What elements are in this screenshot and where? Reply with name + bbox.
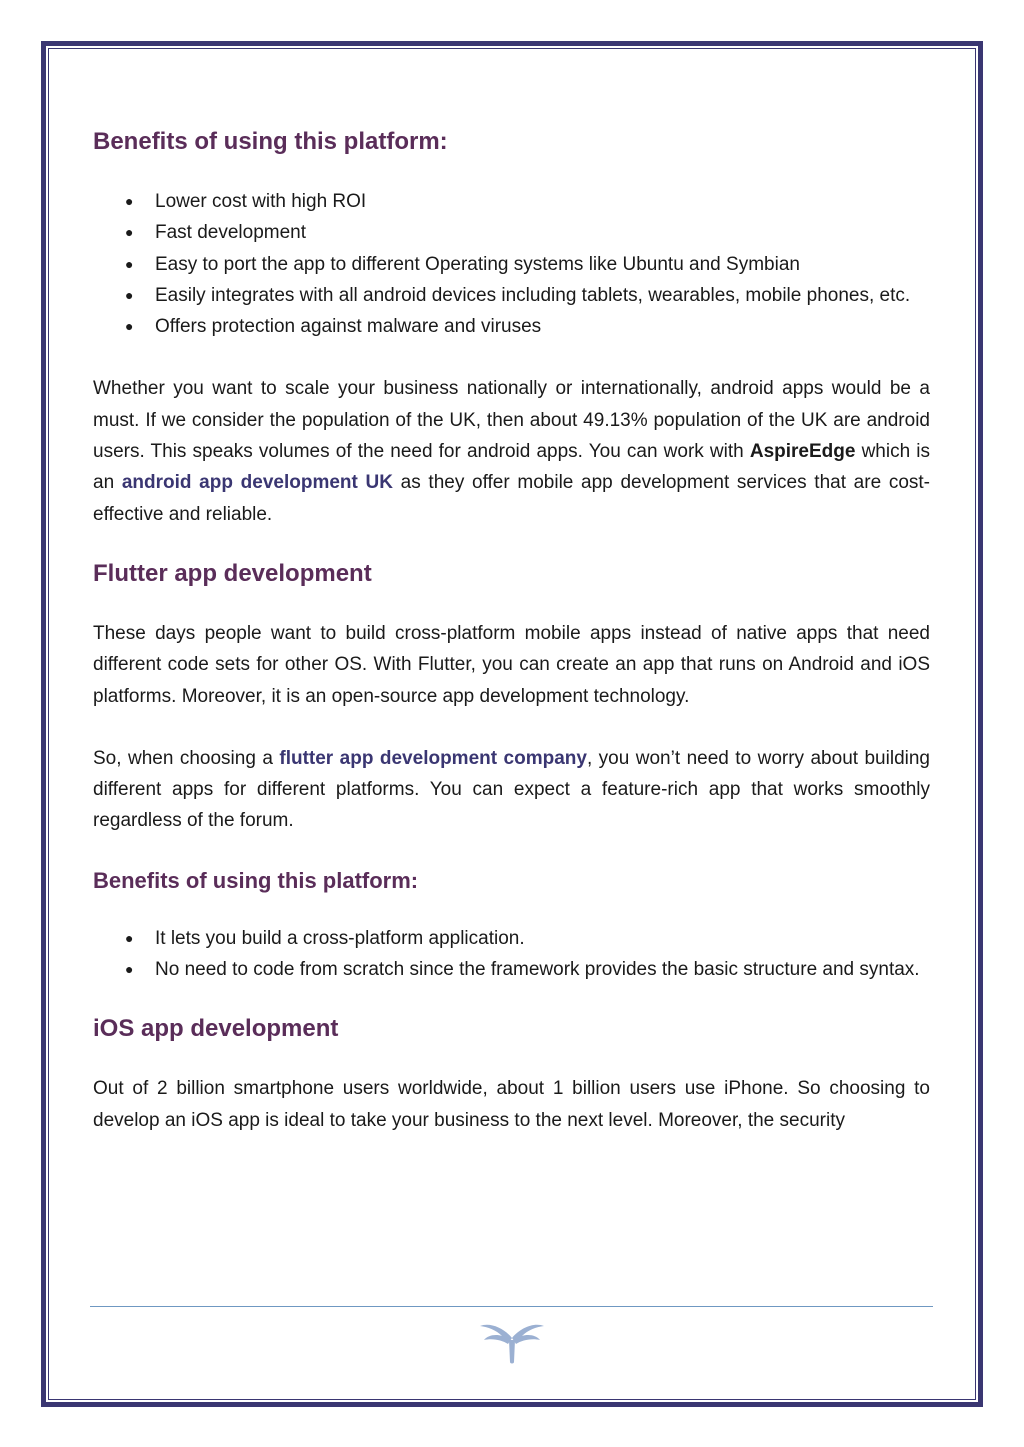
footer-divider [90,1306,933,1307]
list-item: ● Fast development [155,217,930,248]
list-item: ● It lets you build a cross-platform application. [155,923,930,954]
bullet-icon: ● [125,961,134,978]
benefits-list-1 [93,186,930,342]
bullet-icon: ● [125,286,134,303]
bullet-icon: ● [125,193,134,209]
ios-paragraph: Out of 2 billion smartphone users worldwide, about 1 billion users use iPhone. So choosing to develop an iOS app is ideal to take your business to the next level. Moreover, the security [93,1078,930,1131]
benefits-heading-1: Benefits of using this platform: [93,128,448,155]
bullet-icon: ● [125,255,134,272]
android-app-development-link[interactable]: android app development UK [121,472,393,494]
list-item: ● No need to code from scratch since the framework provides the basic structure and syntax. [155,954,930,985]
benefits-heading-2: Benefits of using this platform: [93,867,419,893]
list-item: ● Easy to port the app to different Operating systems like Ubuntu and Symbian [155,249,930,280]
ios-heading: iOS app development [93,1015,339,1043]
list-item: ● Offers protection against malware and viruses [155,311,930,342]
flutter-paragraph-1: These days people want to build cross-platform mobile apps instead of native apps that need different code sets for other OS. With Flutter, you can create an app that runs on Android and iOS platforms. Moreover, it is an open-source app development technology. [93,622,930,707]
bullet-icon: ● [125,224,134,241]
brand-name: AspireEdge [749,441,856,463]
list-item: ● Easily integrates with all android devices including tablets, wearables, mobile phones, etc. [155,280,930,311]
bullet-icon: ● [125,929,134,946]
flutter-company-link[interactable]: flutter app development company [279,747,587,769]
document-body [93,120,930,1136]
bullet-icon: ● [125,318,134,335]
flutter-paragraph-2: So, when choosing a flutter app development company, you won’t need to worry about building different apps for different platforms. You can expect a feature-rich app that works smoothly regardless of the forum. [93,747,930,832]
list-item: ● Lower cost with high ROI [155,186,930,217]
benefits-list-2 [93,923,930,986]
flutter-heading: Flutter app development [93,559,372,587]
leaf-logo-icon [478,1318,546,1366]
android-paragraph: Whether you want to scale your business nationally or internationally, android apps would be a must. If we consider the population of the UK, then about 49.13% population of the UK are android users. This speaks volumes of the need for android apps. You can work with AspireEdge which is an android app development UK as they offer mobile app development services that are cost-effective and reliable. [93,378,930,525]
